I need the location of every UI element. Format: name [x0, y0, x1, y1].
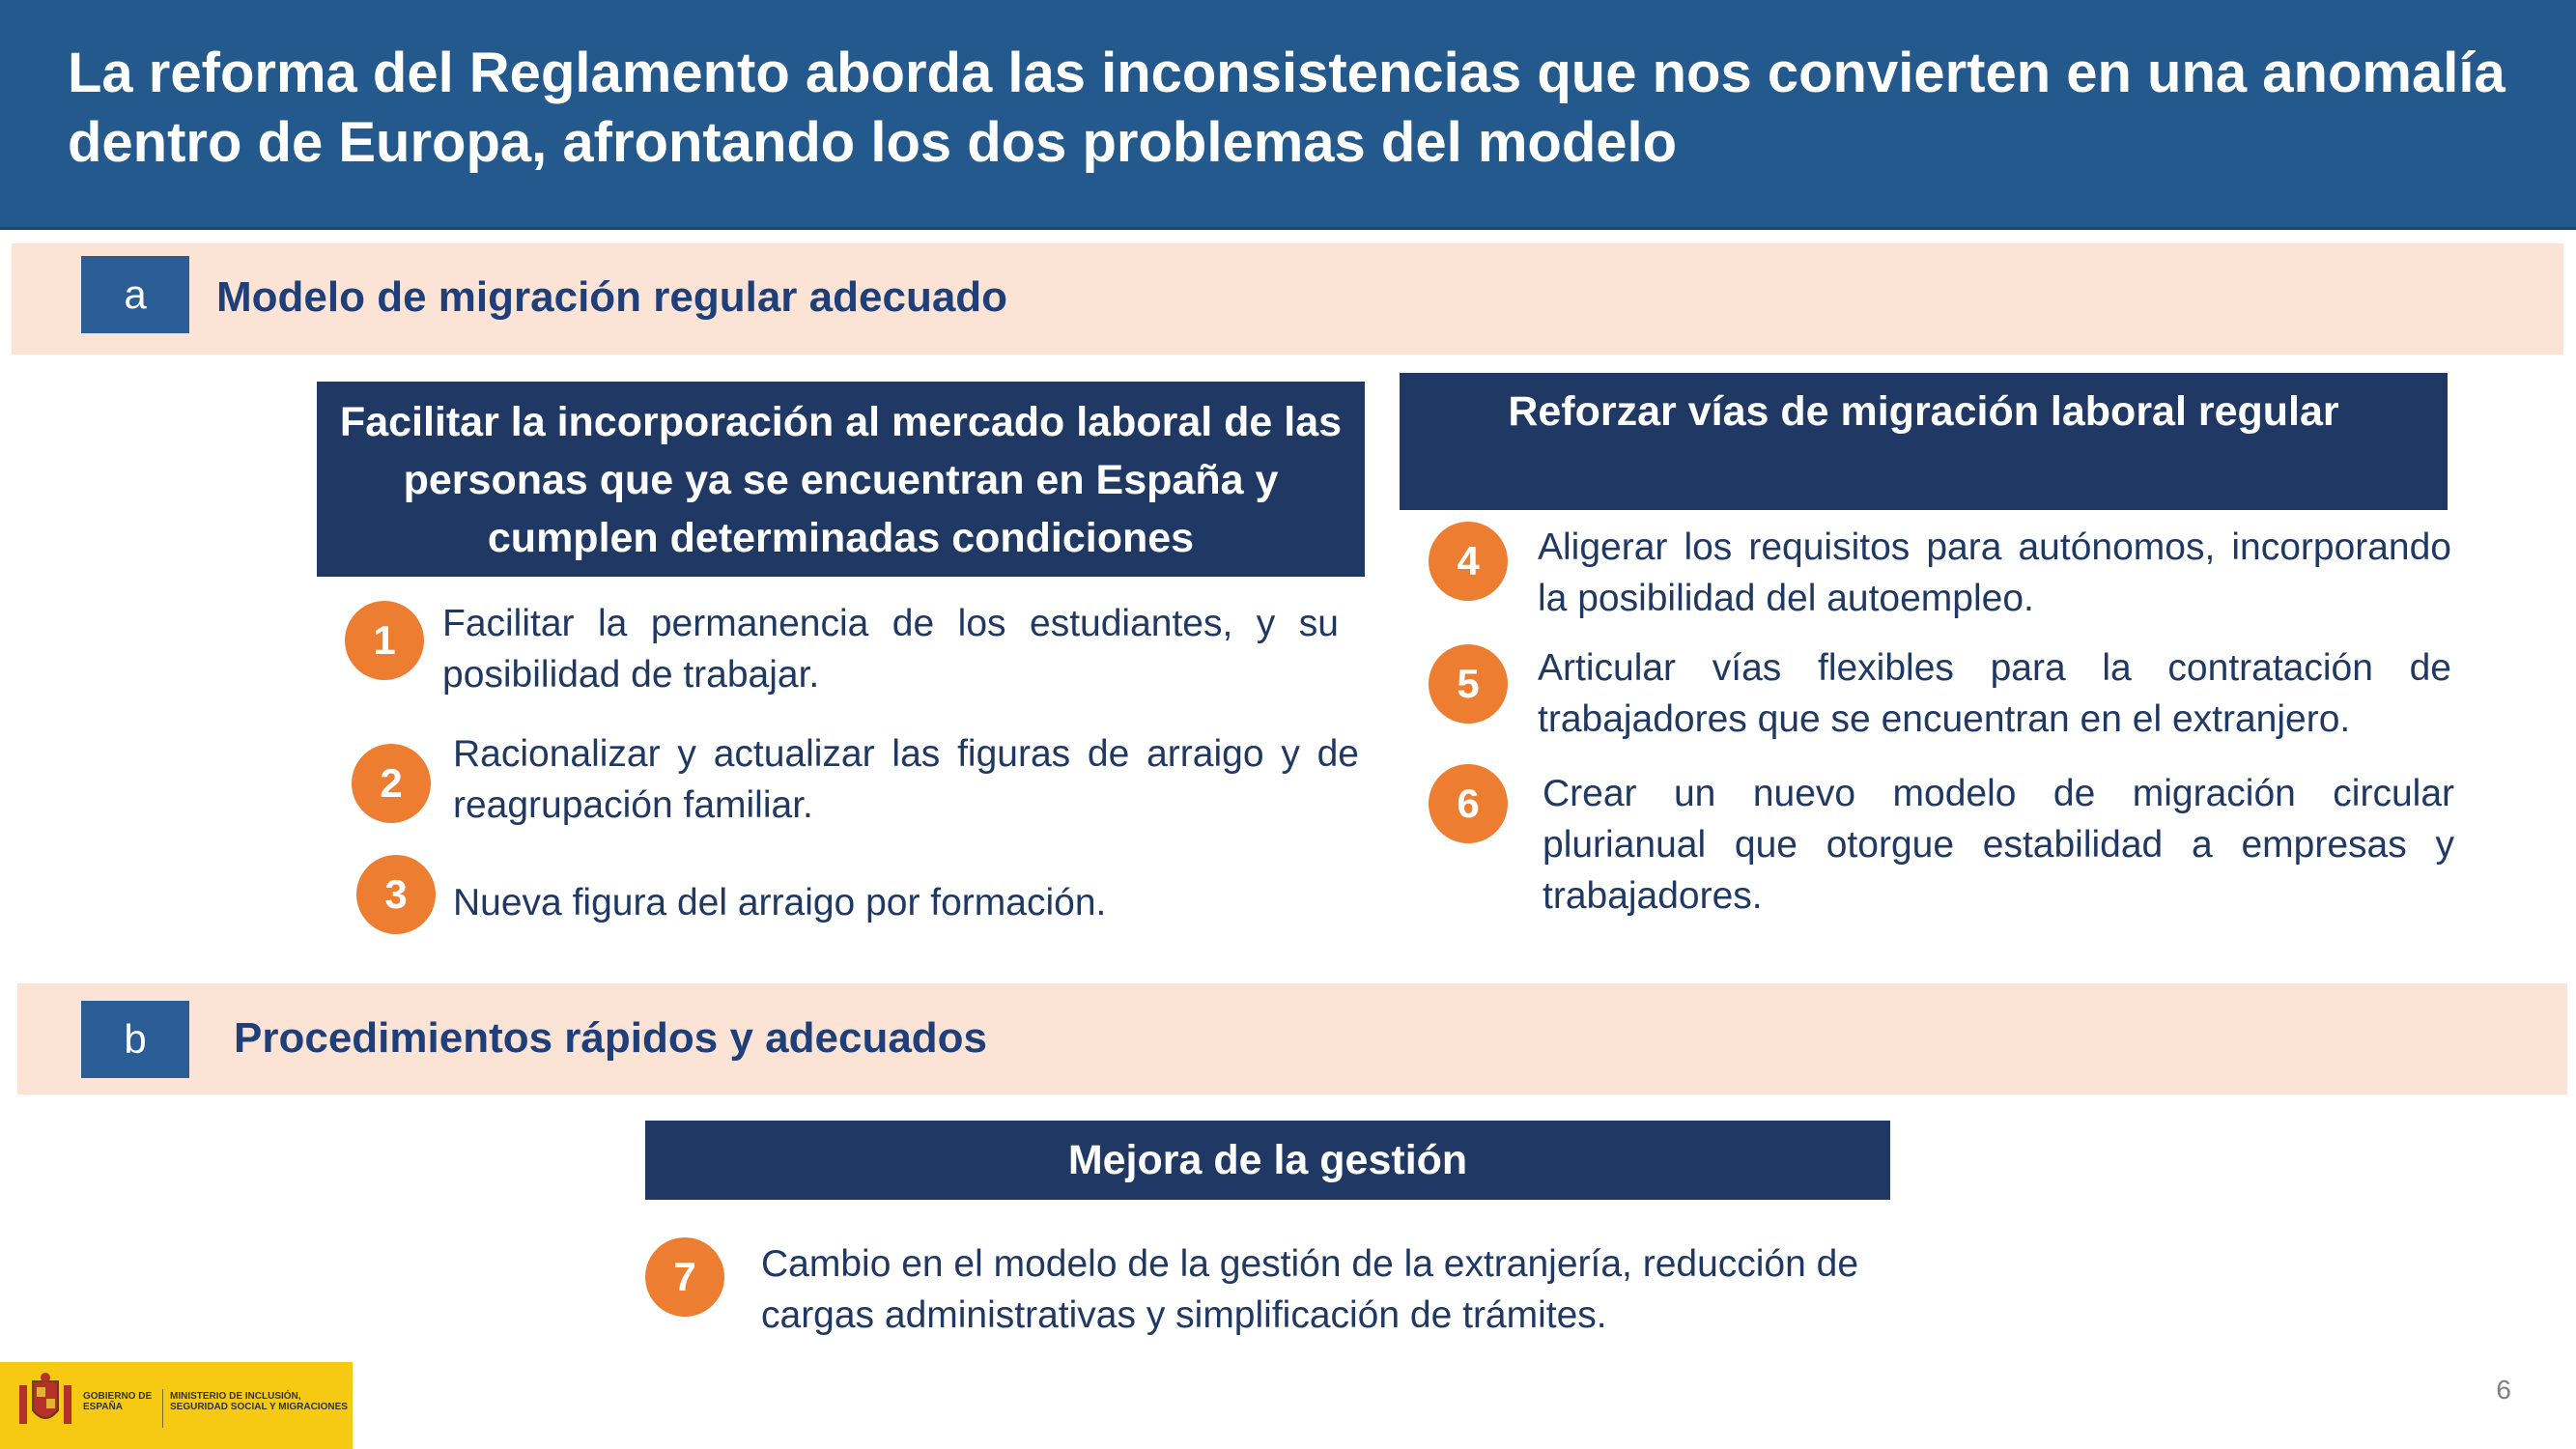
item-6-number: 6 — [1429, 764, 1508, 843]
section-a-title: Modelo de migración regular adecuado — [216, 273, 1008, 321]
right-column-header: Reforzar vías de migración laboral regular — [1400, 373, 2448, 510]
item-7-text: Cambio en el modelo de la gestión de la extranjería, reducción de cargas administrativas y simplificación de trámites. — [761, 1243, 1859, 1336]
item-7-number: 7 — [645, 1237, 724, 1317]
item-2-text: Racionalizar y actualizar las figuras de arraigo y de reagrupación familiar. — [453, 733, 1359, 826]
item-6-text: Crear un nuevo modelo de migración circular plurianual que otorgue estabilidad a empresas y trabajadores. — [1543, 773, 2454, 917]
item-3-text: Nueva figura del arraigo por formación. — [453, 882, 1107, 923]
item-4-number: 4 — [1429, 522, 1508, 601]
item-3-number: 3 — [356, 855, 436, 934]
item-1-text: Facilitar la permanencia de los estudiantes, y su posibilidad de trabajar. — [442, 603, 1339, 696]
section-b-letter: b — [81, 1001, 189, 1078]
page-title: La reforma del Reglamento aborda las inconsistencias que nos convierten en una anomalía dentro de Europa, afrontando los dos problemas del modelo — [68, 42, 2505, 174]
logo-government-text: GOBIERNO DE ESPAÑA — [83, 1391, 153, 1412]
item-5-number: 5 — [1429, 644, 1508, 724]
bottom-header: Mejora de la gestión — [645, 1121, 1890, 1200]
logo-divider — [162, 1389, 163, 1428]
logo-ministry-text: MINISTERIO DE INCLUSIÓN, SEGURIDAD SOCIAL Y MIGRACIONES — [170, 1391, 348, 1412]
section-a-letter: a — [81, 256, 189, 333]
section-b-title: Procedimientos rápidos y adecuados — [234, 1014, 988, 1062]
coat-of-arms-icon — [12, 1372, 79, 1439]
item-2-number: 2 — [352, 744, 431, 823]
item-4-text: Aligerar los requisitos para autónomos, incorporando la posibilidad del autoempleo. — [1538, 526, 2451, 619]
left-column-header: Facilitar la incorporación al mercado laboral de las personas que ya se encuentran en España y cumplen determinadas condiciones — [317, 382, 1365, 577]
item-1-number: 1 — [345, 601, 424, 680]
item-5-text: Articular vías flexibles para la contratación de trabajadores que se encuentran en el extranjero. — [1538, 647, 2451, 740]
page-number: 6 — [2496, 1375, 2511, 1405]
